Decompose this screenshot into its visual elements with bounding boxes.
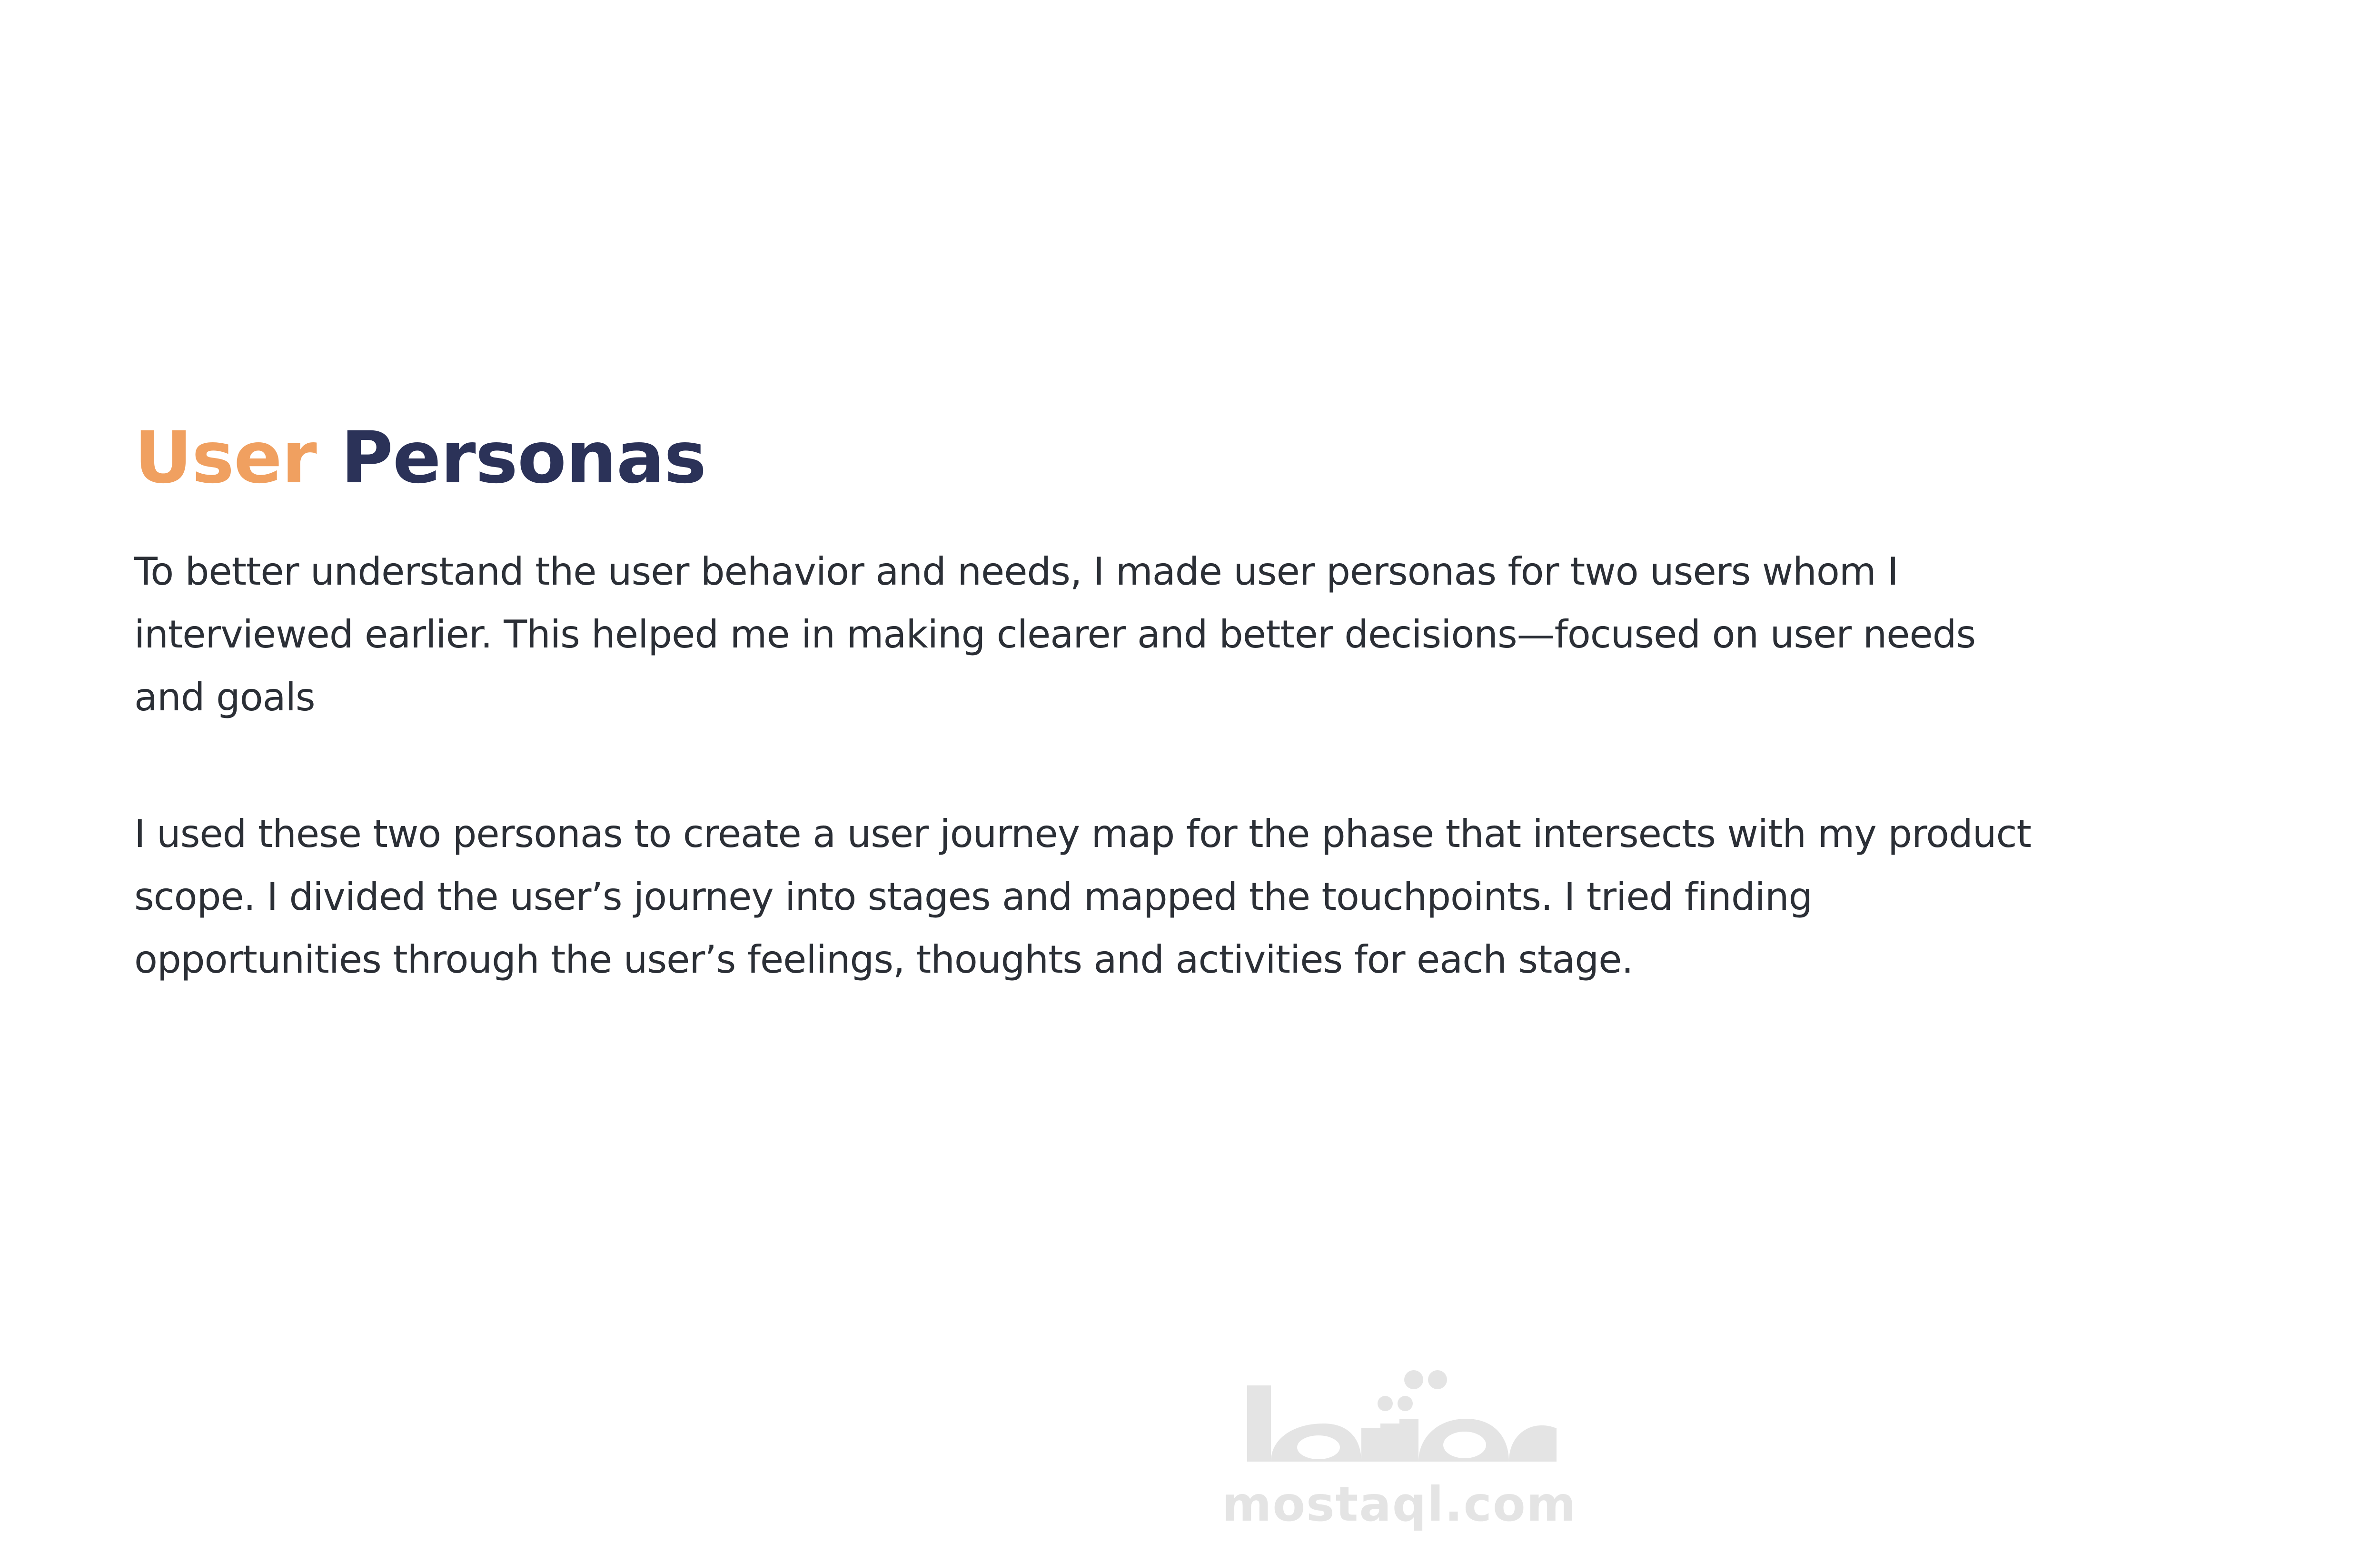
mostaql-logo-icon — [1228, 1366, 1571, 1476]
title-accent-word: User — [134, 417, 317, 499]
page-title — [134, 419, 2038, 498]
title-main-word: Personas — [341, 417, 706, 499]
paragraph-personas-intro: To better understand the user behavior and needs, I made user personas for two users whom I interviewed earlier. This helped me in making clearer and better decisions—focused on user needs and goals — [134, 549, 1976, 719]
content-section — [134, 419, 2038, 991]
watermark — [1219, 1366, 1580, 1547]
paragraph-journey-map: I used these two personas to create a user journey map for the phase that intersects with my product scope. I divided the user’s journey into stages and mapped the touchpoints. I tried finding opportunities through the user’s feelings, thoughts and activities for each stage. — [134, 812, 2031, 982]
watermark-site-text: mostaql.com — [1222, 1476, 1577, 1532]
